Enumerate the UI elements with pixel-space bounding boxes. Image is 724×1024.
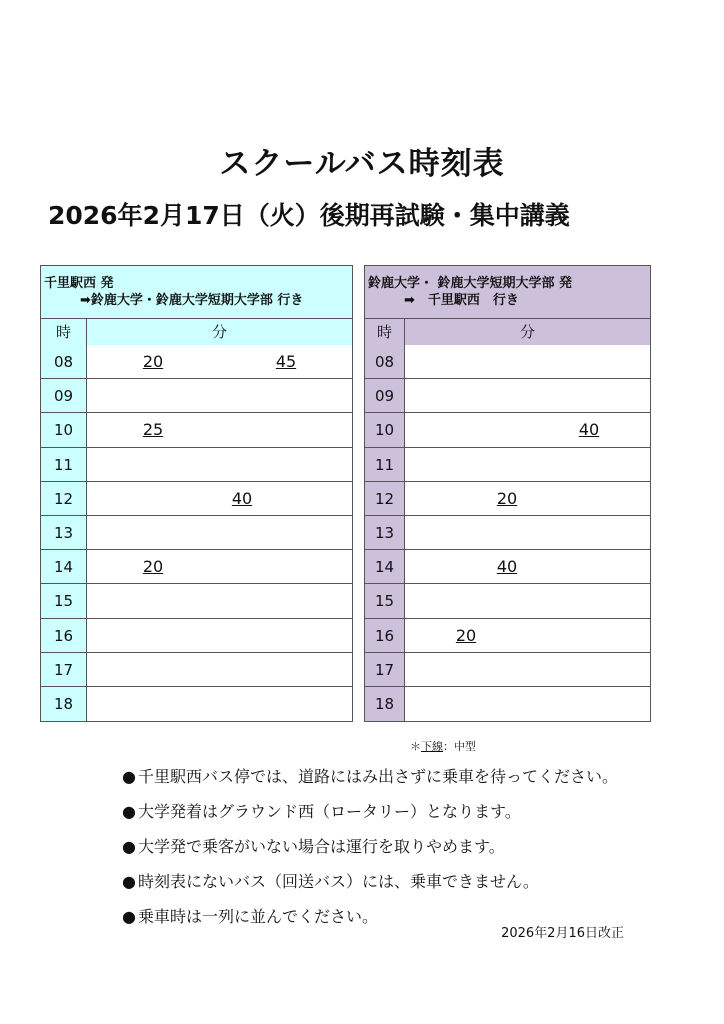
destination-label: ➡ 千里駅西 行き bbox=[404, 293, 519, 308]
hour-cell: 11 bbox=[365, 448, 405, 481]
hour-cell: 18 bbox=[41, 687, 87, 721]
table-row bbox=[365, 550, 650, 584]
minutes-cell bbox=[87, 687, 352, 721]
hour-cell: 09 bbox=[41, 379, 87, 412]
departure-label: 鈴鹿大学・ 鈴鹿大学短期大学部 発 bbox=[368, 276, 573, 291]
departure-minute: 20 bbox=[142, 352, 164, 371]
table-row bbox=[41, 653, 352, 687]
departure-minute: 40 bbox=[496, 557, 518, 577]
minutes-cell bbox=[405, 584, 650, 617]
hour-cell: 08 bbox=[365, 345, 405, 378]
timetable-suzuka-to-senri bbox=[364, 265, 651, 722]
table-row bbox=[41, 345, 352, 379]
table-row bbox=[41, 687, 352, 721]
minutes-cell bbox=[87, 550, 352, 583]
table-row bbox=[41, 584, 352, 618]
hour-cell: 08 bbox=[41, 345, 87, 378]
minutes-cell bbox=[405, 687, 650, 721]
hour-cell: 13 bbox=[365, 516, 405, 549]
hour-cell: 12 bbox=[365, 482, 405, 515]
minutes-cell bbox=[87, 345, 352, 378]
revision-date: 2026年2月16日改正 bbox=[501, 926, 624, 941]
hour-cell: 15 bbox=[41, 584, 87, 617]
notice-item: ● 千里駅西バス停では、道路にはみ出さずに乗車を待ってください。 bbox=[122, 767, 618, 786]
departure-minute: 20 bbox=[455, 625, 477, 645]
column-header-row bbox=[365, 319, 650, 346]
bullet-icon: ● bbox=[122, 802, 136, 821]
hour-cell: 09 bbox=[365, 379, 405, 412]
departure-minute: 25 bbox=[142, 420, 164, 440]
minutes-cell bbox=[405, 482, 650, 515]
legend-underline-sample: 下線 bbox=[421, 740, 443, 753]
minutes-cell bbox=[405, 345, 650, 378]
destination-label: ➡鈴鹿大学・鈴鹿大学短期大学部 行き bbox=[80, 293, 304, 308]
hour-cell: 17 bbox=[41, 653, 87, 686]
departure-label: 千里駅西 発 bbox=[44, 276, 114, 291]
minute-column-header: 分 bbox=[87, 319, 352, 345]
table-row bbox=[365, 345, 650, 379]
legend-prefix: ＊ bbox=[410, 740, 421, 753]
minutes-cell bbox=[87, 516, 352, 549]
notice-item: ● 時刻表にないバス（回送バス）には、乗車できません。 bbox=[122, 872, 539, 891]
hour-cell: 16 bbox=[41, 619, 87, 652]
minutes-cell bbox=[405, 516, 650, 549]
hour-column-header: 時 bbox=[41, 319, 87, 345]
timetable-header bbox=[365, 266, 650, 319]
timetable-rows bbox=[41, 345, 352, 721]
legend-note bbox=[410, 738, 476, 754]
table-row bbox=[365, 653, 650, 687]
hour-cell: 14 bbox=[365, 550, 405, 583]
notice-item: ● 大学発で乗客がいない場合は運行を取りやめます。 bbox=[122, 837, 505, 856]
minutes-cell bbox=[405, 413, 650, 446]
table-row bbox=[365, 448, 650, 482]
hour-cell: 14 bbox=[41, 550, 87, 583]
table-row bbox=[365, 619, 650, 653]
timetable-senri-to-suzuka bbox=[40, 265, 353, 722]
minutes-cell bbox=[87, 482, 352, 515]
hour-cell: 11 bbox=[41, 448, 87, 481]
table-row bbox=[41, 619, 352, 653]
page-title: スクールバス時刻表 bbox=[219, 146, 505, 182]
departure-minute: 40 bbox=[578, 420, 600, 440]
hour-cell: 12 bbox=[41, 482, 87, 515]
timetable-rows bbox=[365, 345, 650, 721]
minutes-cell bbox=[87, 448, 352, 481]
table-row bbox=[41, 413, 352, 447]
minutes-cell bbox=[405, 619, 650, 652]
minutes-cell bbox=[405, 550, 650, 583]
table-row bbox=[365, 482, 650, 516]
departure-minute: 40 bbox=[231, 488, 253, 508]
table-row bbox=[365, 379, 650, 413]
timetable-header bbox=[41, 266, 352, 319]
column-header-row bbox=[41, 319, 352, 346]
table-row bbox=[365, 413, 650, 447]
table-row bbox=[41, 516, 352, 550]
bullet-icon: ● bbox=[122, 907, 136, 926]
minute-column-header: 分 bbox=[405, 319, 650, 345]
table-row bbox=[41, 482, 352, 516]
legend-meaning: ：中型 bbox=[443, 740, 476, 753]
minutes-cell bbox=[405, 653, 650, 686]
hour-cell: 10 bbox=[41, 413, 87, 446]
minutes-cell bbox=[87, 619, 352, 652]
minutes-cell bbox=[405, 448, 650, 481]
departure-minute: 45 bbox=[275, 352, 297, 371]
hour-cell: 18 bbox=[365, 687, 405, 721]
notice-item: ● 大学発着はグラウンド西（ロータリー）となります。 bbox=[122, 802, 521, 821]
hour-cell: 13 bbox=[41, 516, 87, 549]
table-row bbox=[41, 550, 352, 584]
bullet-icon: ● bbox=[122, 872, 136, 891]
page-subtitle: 2026年2月17日（火）後期再試験・集中講義 bbox=[48, 201, 570, 230]
hour-cell: 16 bbox=[365, 619, 405, 652]
minutes-cell bbox=[405, 379, 650, 412]
minutes-cell bbox=[87, 379, 352, 412]
table-row bbox=[41, 379, 352, 413]
table-row bbox=[365, 687, 650, 721]
hour-cell: 15 bbox=[365, 584, 405, 617]
table-row bbox=[41, 448, 352, 482]
hour-cell: 10 bbox=[365, 413, 405, 446]
table-row bbox=[365, 584, 650, 618]
notice-list bbox=[122, 766, 618, 941]
hour-column-header: 時 bbox=[365, 319, 405, 345]
minutes-cell bbox=[87, 584, 352, 617]
departure-minute: 20 bbox=[142, 557, 164, 577]
hour-cell: 17 bbox=[365, 653, 405, 686]
departure-minute: 20 bbox=[496, 488, 518, 508]
minutes-cell bbox=[87, 653, 352, 686]
bullet-icon: ● bbox=[122, 837, 136, 856]
bullet-icon: ● bbox=[122, 767, 136, 786]
minutes-cell bbox=[87, 413, 352, 446]
table-row bbox=[365, 516, 650, 550]
notice-item: ● 乗車時は一列に並んでください。 bbox=[122, 907, 378, 926]
